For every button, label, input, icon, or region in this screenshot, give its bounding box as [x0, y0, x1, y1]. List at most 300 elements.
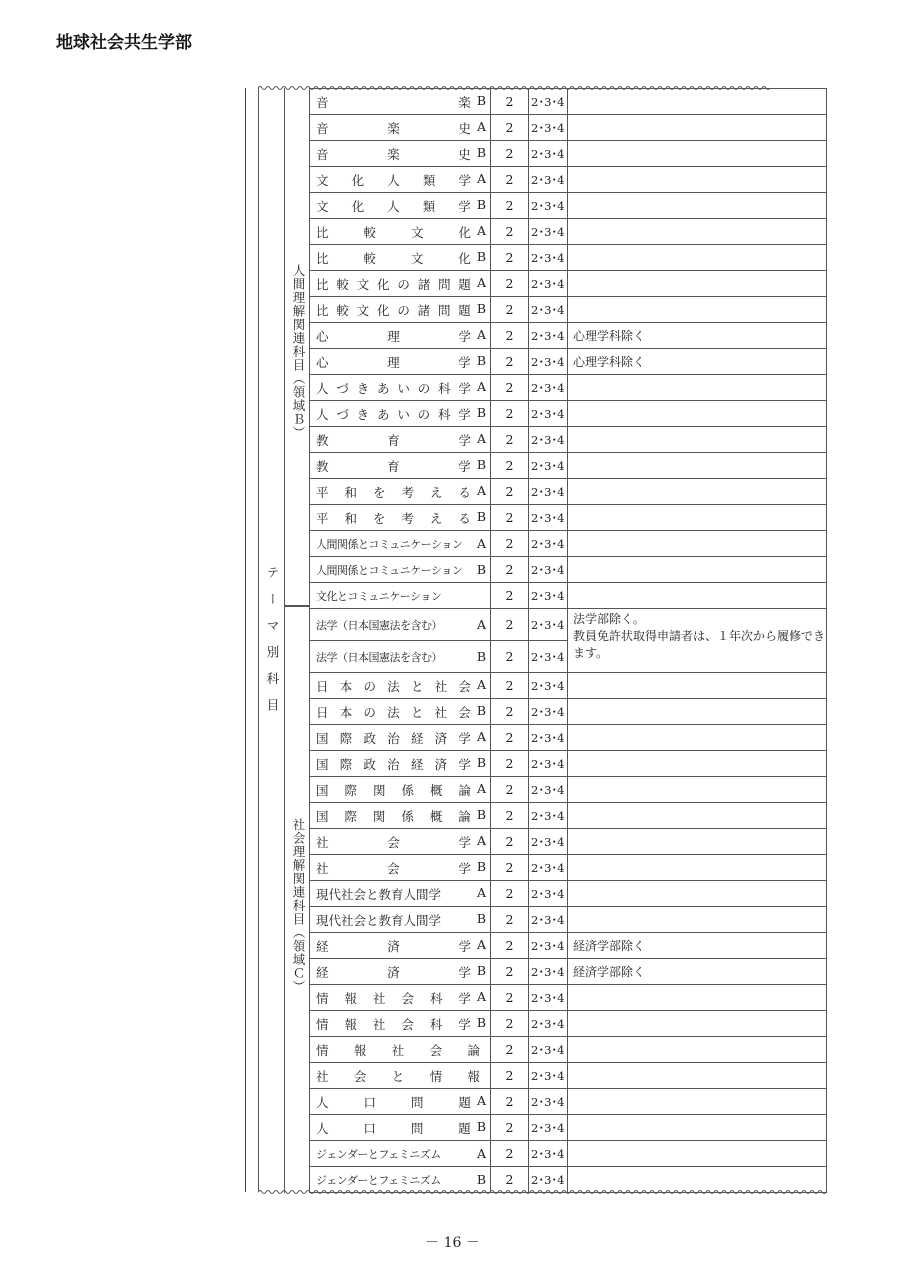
years-cell: 2･3･4: [529, 803, 568, 829]
subject-cell: [310, 245, 491, 271]
note-cell: [568, 479, 827, 505]
credits-cell: 2: [491, 907, 529, 933]
subject-name: 社 会 学: [316, 834, 471, 850]
subject-cell: [310, 673, 491, 699]
subject-suffix: B: [476, 92, 486, 108]
table-row: [310, 427, 827, 453]
subject-name: 現代社会と教育人間学: [316, 886, 442, 902]
subject-cell: [310, 1141, 491, 1167]
subject-suffix: B: [476, 910, 486, 926]
subject-suffix: B: [476, 754, 486, 770]
note-cell: [568, 725, 827, 751]
subject-cell: [310, 777, 491, 803]
table-row: [310, 1115, 827, 1141]
subject-cell: [310, 349, 491, 375]
years-cell: 2･3･4: [529, 725, 568, 751]
credits-cell: 2: [491, 699, 529, 725]
subject-suffix: B: [476, 248, 486, 264]
subject-suffix: B: [476, 196, 486, 212]
subject-name: 現代社会と教育人間学: [316, 912, 442, 928]
subject-suffix: A: [476, 274, 486, 290]
years-cell: 2･3･4: [529, 193, 568, 219]
credits-cell: 2: [491, 557, 529, 583]
subject-suffix: A: [476, 616, 486, 632]
note-cell: 経済学部除く: [568, 933, 827, 959]
credits-cell: 2: [491, 323, 529, 349]
note-cell: [568, 673, 827, 699]
note-cell: [568, 829, 827, 855]
subject-cell: [310, 583, 491, 609]
credits-cell: 2: [491, 193, 529, 219]
wavy-bottom-border: [258, 1189, 826, 1195]
area-b-rows: [310, 89, 827, 609]
years-cell: 2･3･4: [529, 453, 568, 479]
subject-name: 日 本 の 法 と 社 会: [316, 678, 471, 694]
note-cell: [568, 1037, 827, 1063]
years-cell: 2･3･4: [529, 1063, 568, 1089]
subject-name: 法学（日本国憲法を含む）: [316, 618, 442, 632]
subject-cell: [310, 427, 491, 453]
note-cell: [568, 855, 827, 881]
years-cell: 2･3･4: [529, 401, 568, 427]
credits-cell: 2: [491, 751, 529, 777]
subject-suffix: B: [476, 508, 486, 524]
subject-cell: [310, 855, 491, 881]
credits-cell: 2: [491, 115, 529, 141]
subject-name: 社 会 学: [316, 860, 471, 876]
years-cell: 2･3･4: [529, 699, 568, 725]
years-cell: 2･3･4: [529, 349, 568, 375]
note-cell: [568, 751, 827, 777]
subject-suffix: A: [476, 170, 486, 186]
subject-cell: [310, 641, 491, 673]
course-table: [309, 88, 827, 1193]
note-cell: 心理学科除く: [568, 323, 827, 349]
table-row: [310, 141, 827, 167]
table-row: [310, 933, 827, 959]
years-cell: 2･3･4: [529, 641, 568, 673]
subject-name: 比 較 文 化: [316, 250, 471, 266]
note-cell: 経済学部除く: [568, 959, 827, 985]
years-cell: 2･3･4: [529, 427, 568, 453]
note-cell: 心理学科除く: [568, 349, 827, 375]
subject-cell: [310, 881, 491, 907]
credits-cell: 2: [491, 479, 529, 505]
years-cell: 2･3･4: [529, 907, 568, 933]
credits-cell: 2: [491, 505, 529, 531]
subject-suffix: B: [476, 352, 486, 368]
years-cell: 2･3･4: [529, 557, 568, 583]
subject-name: 音 楽: [316, 94, 471, 110]
subject-name: 人 口 問 題: [316, 1120, 471, 1136]
subject-name: 平 和 を 考 え る: [316, 510, 471, 526]
table-row: [310, 881, 827, 907]
years-cell: 2･3･4: [529, 777, 568, 803]
table-row: [310, 479, 827, 505]
subject-cell: [310, 959, 491, 985]
subject-name: 比 較 文 化 の 諸 問 題: [316, 302, 471, 318]
years-cell: 2･3･4: [529, 531, 568, 557]
years-cell: 2･3･4: [529, 219, 568, 245]
years-cell: 2･3･4: [529, 1141, 568, 1167]
subject-cell: [310, 167, 491, 193]
law-note-cell: 法学部除く。 教員免許状取得申請者は、１年次から履修できます。: [568, 609, 827, 673]
subject-cell: [310, 803, 491, 829]
note-cell: [568, 453, 827, 479]
table-row: [310, 375, 827, 401]
theme-label: テーマ別科目: [265, 566, 280, 725]
subject-suffix: A: [476, 535, 486, 551]
subject-name: 情 報 社 会 科 学: [316, 1016, 471, 1032]
note-cell: [568, 141, 827, 167]
note-cell: [568, 1063, 827, 1089]
subject-suffix: B: [476, 648, 486, 664]
subject-name: 心 理 学: [316, 328, 471, 344]
subject-name: 比 較 文 化 の 諸 問 題: [316, 276, 471, 292]
table-row: [310, 193, 827, 219]
note-cell: [568, 1011, 827, 1037]
note-cell: [568, 1115, 827, 1141]
subject-suffix: B: [476, 561, 486, 577]
credits-cell: 2: [491, 297, 529, 323]
table-row: [310, 583, 827, 609]
subject-name: 社 会 と 情 報: [316, 1068, 480, 1084]
subject-cell: [310, 1089, 491, 1115]
note-cell: [568, 427, 827, 453]
table-row: [310, 673, 827, 699]
credits-cell: 2: [491, 375, 529, 401]
years-cell: 2･3･4: [529, 167, 568, 193]
subject-suffix: A: [476, 430, 486, 446]
subject-suffix: A: [476, 936, 486, 952]
table-row: [310, 453, 827, 479]
subject-suffix: A: [476, 832, 486, 848]
subject-name: 国 際 関 係 概 論: [316, 808, 471, 824]
law-rows: [310, 609, 827, 673]
subject-cell: [310, 89, 491, 115]
table-row: [310, 349, 827, 375]
subject-suffix: A: [476, 1092, 486, 1108]
subject-cell: [310, 401, 491, 427]
subject-name: 音 楽 史: [316, 146, 471, 162]
table-row: [310, 751, 827, 777]
subject-suffix: A: [476, 728, 486, 744]
table-row: [310, 401, 827, 427]
years-cell: 2･3･4: [529, 959, 568, 985]
years-cell: 2･3･4: [529, 271, 568, 297]
credits-cell: 2: [491, 271, 529, 297]
credits-cell: 2: [491, 349, 529, 375]
years-cell: 2･3･4: [529, 505, 568, 531]
credits-cell: 2: [491, 89, 529, 115]
note-cell: [568, 557, 827, 583]
subject-suffix: B: [476, 702, 486, 718]
credits-cell: 2: [491, 829, 529, 855]
subject-name: 人 づ き あ い の 科 学: [316, 380, 471, 396]
subject-cell: [310, 1037, 491, 1063]
note-cell: [568, 505, 827, 531]
subject-suffix: A: [476, 1145, 486, 1161]
note-cell: [568, 699, 827, 725]
subject-cell: [310, 375, 491, 401]
credits-cell: 2: [491, 959, 529, 985]
subject-cell: [310, 297, 491, 323]
subject-cell: [310, 193, 491, 219]
table-row: [310, 167, 827, 193]
years-cell: 2･3･4: [529, 751, 568, 777]
subject-suffix: A: [476, 780, 486, 796]
note-cell: [568, 401, 827, 427]
area-c-label: 社会理解関連科目（領域Ｃ）: [291, 818, 306, 994]
credits-cell: 2: [491, 1167, 529, 1193]
subject-suffix: B: [476, 404, 486, 420]
credits-cell: 2: [491, 167, 529, 193]
table-row: [310, 323, 827, 349]
note-cell: [568, 115, 827, 141]
subject-cell: [310, 505, 491, 531]
table-row: [310, 297, 827, 323]
subject-suffix: B: [476, 1118, 486, 1134]
table-row: [310, 89, 827, 115]
note-cell: [568, 531, 827, 557]
subject-cell: [310, 1063, 491, 1089]
subject-name: 情 報 社 会 科 学: [316, 990, 471, 1006]
subject-cell: [310, 557, 491, 583]
credits-cell: 2: [491, 1011, 529, 1037]
credits-cell: 2: [491, 1141, 529, 1167]
subject-cell: [310, 1115, 491, 1141]
years-cell: 2･3･4: [529, 609, 568, 641]
subject-name: 文 化 人 類 学: [316, 198, 471, 214]
subject-cell: [310, 985, 491, 1011]
subject-name: 教 育 学: [316, 458, 471, 474]
credits-cell: 2: [491, 985, 529, 1011]
subject-name: 国 際 政 治 経 済 学: [316, 730, 471, 746]
table-row: [310, 1089, 827, 1115]
credits-cell: 2: [491, 219, 529, 245]
years-cell: 2･3･4: [529, 323, 568, 349]
years-cell: 2･3･4: [529, 245, 568, 271]
subject-suffix: A: [476, 988, 486, 1004]
note-cell: [568, 297, 827, 323]
note-cell: [568, 1141, 827, 1167]
subject-name: 日 本 の 法 と 社 会: [316, 704, 471, 720]
subject-cell: [310, 453, 491, 479]
subject-cell: [310, 323, 491, 349]
credits-cell: 2: [491, 609, 529, 641]
subject-suffix: A: [476, 118, 486, 134]
table-row: [310, 115, 827, 141]
years-cell: 2･3･4: [529, 673, 568, 699]
years-cell: 2･3･4: [529, 1037, 568, 1063]
years-cell: 2･3･4: [529, 375, 568, 401]
note-cell: [568, 777, 827, 803]
table-row: [310, 985, 827, 1011]
credits-cell: 2: [491, 641, 529, 673]
subject-suffix: A: [476, 378, 486, 394]
subject-name: 経 済 学: [316, 938, 471, 954]
subject-name: 法学（日本国憲法を含む）: [316, 650, 442, 664]
credits-cell: 2: [491, 245, 529, 271]
subject-name: ジェンダーとフェミニズム: [316, 1173, 441, 1187]
note-cell: [568, 907, 827, 933]
subject-suffix: B: [476, 1014, 486, 1030]
subject-name: 経 済 学: [316, 964, 471, 980]
subject-suffix: A: [476, 222, 486, 238]
note-cell: [568, 193, 827, 219]
note-cell: [568, 271, 827, 297]
credits-cell: 2: [491, 777, 529, 803]
subject-cell: [310, 609, 491, 641]
subject-suffix: B: [476, 806, 486, 822]
subject-name: 国 際 政 治 経 済 学: [316, 756, 471, 772]
subject-suffix: A: [476, 326, 486, 342]
subject-name: ジェンダーとフェミニズム: [316, 1147, 441, 1161]
subject-name: 心 理 学: [316, 354, 471, 370]
table-row: [310, 1011, 827, 1037]
years-cell: 2･3･4: [529, 829, 568, 855]
credits-cell: 2: [491, 427, 529, 453]
years-cell: 2･3･4: [529, 1089, 568, 1115]
table-row: [310, 245, 827, 271]
note-cell: [568, 167, 827, 193]
note-cell: [568, 219, 827, 245]
subject-name: 人 口 問 題: [316, 1094, 471, 1110]
credits-cell: 2: [491, 933, 529, 959]
years-cell: 2･3･4: [529, 141, 568, 167]
credits-cell: 2: [491, 855, 529, 881]
note-cell: [568, 583, 827, 609]
years-cell: 2･3･4: [529, 583, 568, 609]
table-row: [310, 855, 827, 881]
years-cell: 2･3･4: [529, 1115, 568, 1141]
credits-cell: 2: [491, 673, 529, 699]
credits-cell: 2: [491, 583, 529, 609]
note-cell: [568, 89, 827, 115]
credits-cell: 2: [491, 803, 529, 829]
years-cell: 2･3･4: [529, 479, 568, 505]
subject-cell: [310, 725, 491, 751]
left-rule: [245, 88, 246, 1192]
area-c-rows: [310, 673, 827, 1193]
years-cell: 2･3･4: [529, 855, 568, 881]
years-cell: 2･3･4: [529, 297, 568, 323]
page-number: － 16 －: [425, 1235, 480, 1251]
years-cell: 2･3･4: [529, 89, 568, 115]
area-b-column: [284, 88, 310, 606]
table-row: [310, 557, 827, 583]
subject-cell: [310, 933, 491, 959]
credits-cell: 2: [491, 401, 529, 427]
subject-name: 国 際 関 係 概 論: [316, 782, 471, 798]
area-c-column: [284, 606, 310, 1193]
credits-cell: 2: [491, 1089, 529, 1115]
years-cell: 2･3･4: [529, 1011, 568, 1037]
credits-cell: 2: [491, 1063, 529, 1089]
subject-name: 文 化 人 類 学: [316, 172, 471, 188]
subject-cell: [310, 907, 491, 933]
faculty-header: 地球社会共生学部: [56, 33, 192, 53]
table-row: [310, 907, 827, 933]
table-row: [310, 609, 827, 641]
theme-column: [258, 88, 285, 1192]
subject-suffix: A: [476, 676, 486, 692]
subject-cell: [310, 271, 491, 297]
note-cell: [568, 245, 827, 271]
subject-suffix: B: [476, 144, 486, 160]
subject-cell: [310, 1011, 491, 1037]
subject-name: 人間関係とコミュニケーション: [316, 537, 463, 551]
subject-name: 教 育 学: [316, 432, 471, 448]
subject-suffix: B: [476, 962, 486, 978]
table-row: [310, 829, 827, 855]
subject-suffix: B: [476, 456, 486, 472]
years-cell: 2･3･4: [529, 985, 568, 1011]
subject-name: 比 較 文 化: [316, 224, 471, 240]
years-cell: 2･3･4: [529, 881, 568, 907]
subject-cell: [310, 115, 491, 141]
credits-cell: 2: [491, 725, 529, 751]
years-cell: 2･3･4: [529, 115, 568, 141]
table-row: [310, 699, 827, 725]
table-row: [310, 959, 827, 985]
subject-cell: [310, 751, 491, 777]
subject-suffix: A: [476, 482, 486, 498]
table-row: [310, 725, 827, 751]
subject-name: 平 和 を 考 え る: [316, 484, 471, 500]
note-cell: [568, 1089, 827, 1115]
subject-suffix: B: [476, 1171, 486, 1187]
subject-name: 人 づ き あ い の 科 学: [316, 406, 471, 422]
table-row: [310, 271, 827, 297]
subject-cell: [310, 829, 491, 855]
note-cell: [568, 985, 827, 1011]
subject-name: 人間関係とコミュニケーション: [316, 563, 463, 577]
area-b-label: 人間理解関連科目（領域Ｂ）: [291, 264, 306, 440]
table-row: [310, 1141, 827, 1167]
subject-suffix: B: [476, 858, 486, 874]
table-row: [310, 1037, 827, 1063]
note-cell: [568, 375, 827, 401]
table-row: [310, 531, 827, 557]
table-row: [310, 777, 827, 803]
subject-name: 情 報 社 会 論: [316, 1042, 480, 1058]
subject-suffix: B: [476, 300, 486, 316]
note-cell: [568, 881, 827, 907]
years-cell: 2･3･4: [529, 933, 568, 959]
subject-cell: [310, 141, 491, 167]
credits-cell: 2: [491, 881, 529, 907]
subject-cell: [310, 219, 491, 245]
years-cell: 2･3･4: [529, 1167, 568, 1193]
subject-name: 文化とコミュニケーション: [316, 589, 442, 603]
table-row: [310, 1063, 827, 1089]
table-row: [310, 505, 827, 531]
credits-cell: 2: [491, 1115, 529, 1141]
note-cell: [568, 803, 827, 829]
credits-cell: 2: [491, 1037, 529, 1063]
credits-cell: 2: [491, 453, 529, 479]
subject-name: 音 楽 史: [316, 120, 471, 136]
subject-cell: [310, 699, 491, 725]
table-row: [310, 803, 827, 829]
subject-suffix: A: [476, 884, 486, 900]
credits-cell: 2: [491, 531, 529, 557]
subject-cell: [310, 531, 491, 557]
credits-cell: 2: [491, 141, 529, 167]
table-row: [310, 219, 827, 245]
subject-cell: [310, 479, 491, 505]
